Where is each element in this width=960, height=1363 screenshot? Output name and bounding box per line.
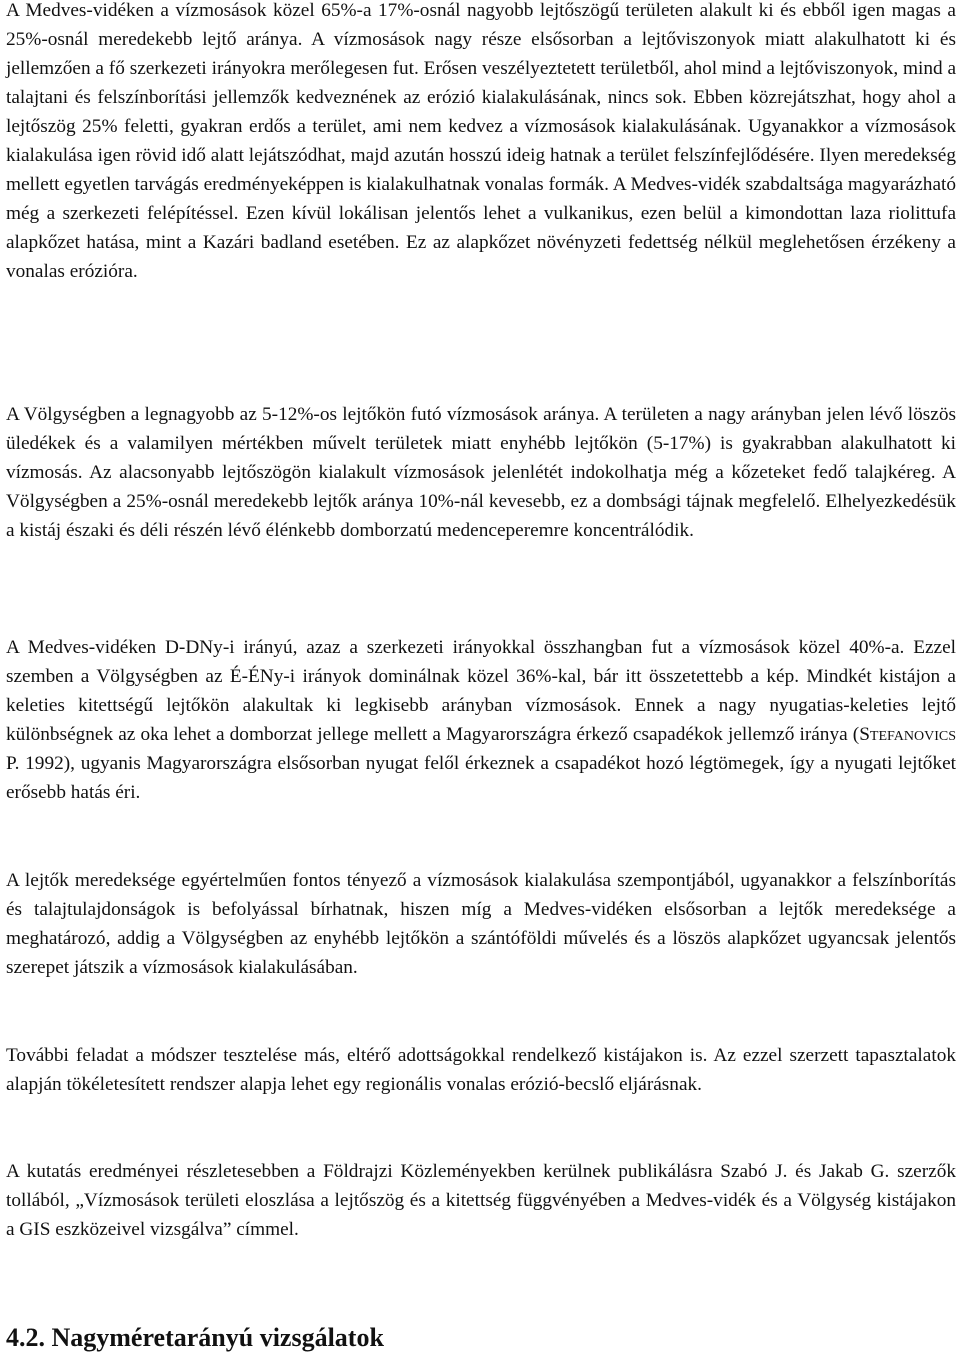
section-heading: 4.2. Nagyméretarányú vizsgálatok bbox=[6, 1323, 384, 1352]
citation-author: Stefanovics bbox=[859, 724, 956, 745]
paragraph-orientation-part2: P. 1992), ugyanis Magyarországra elsősorban nyugat felől érkeznek a csapadékot hozó légtömegek, így a nyugati lejtőket erősebb hatás éri. bbox=[6, 753, 956, 803]
paragraph-orientation bbox=[6, 633, 956, 807]
paragraph-medves-slope: A Medves-vidéken a vízmosások közel 65%-a 17%-osnál nagyobb lejtőszögű területen alakult ki és ebből igen magas a 25%-osnál meredekebb lejtő aránya. A vízmosások nagy része elsősorban a lejtőviszonyok miatt alakulhatott ki és jellemzően a fő szerkezeti irányokra merőlegesen fut. Erősen veszélyeztetett területből, ahol mind a lejtőviszonyok, mind a talajtani és felszínborítási jellemzők kedveznének az erózió kialakulásának, nincs sok. Ebben közrejátszhat, hogy ahol a lejtőszög 25% feletti, gyakran erdős a terület, ami nem kedvez a vízmosások kialakulásának. Ugyanakkor a vízmosások kialakulása igen rövid idő alatt lejátszódhat, majd azután hosszú ideig hatnak a terület felszínfejlődésére. Ilyen meredekség mellett egyetlen tarvágás eredményeképpen is kialakulhatnak vonalas formák. A Medves-vidék szabdaltsága magyarázható még a szerkezeti felépítéssel. Ezen kívül lokálisan jelentős lehet a vulkanikus, ezen belül a kimondottan laza riolittufa alapkőzet hatása, mint a Kazári badland esetében. Ez az alapkőzet növényzeti fedettség nélkül meglehetősen érzékeny a vonalas erózióra. bbox=[6, 0, 956, 282]
paragraph-orientation-part1: A Medves-vidéken D-DNy-i irányú, azaz a szerkezeti irányokkal összhangban fut a vízmosások közel 40%-a. Ezzel szemben a Völgységben az É-ÉNy-i irányok dominálnak közel 36%-kal, bár itt összetettebb a kép. Mindkét kistájon a keleties kitettségű lejtőkön alakultak ki legkisebb arányban vízmosások. Ennek a nagy nyugatias-keleties lejtő különbségnek az oka lehet a domborzat jellege mellett a Magyarországra érkező csapadékok jellemző iránya ( bbox=[6, 637, 956, 745]
paragraph-conclusion: A lejtők meredeksége egyértelműen fontos tényező a vízmosások kialakulása szempontjából, ugyanakkor a felszínborítás és talajtulajdonságok is befolyással bírhatnak, hiszen míg a Medves-vidéken elsősorban a lejtők meredeksége a meghatározó, addig a Völgységben az enyhébb lejtőkön a szántóföldi művelés és a löszös alapkőzet ugyancsak jelentős szerepet játszik a vízmosások kialakulásában. bbox=[6, 870, 956, 978]
paragraph-volgyseg-slope: A Völgységben a legnagyobb az 5-12%-os lejtőkön futó vízmosások aránya. A területen a nagy arányban jelen lévő löszös üledékek és a valamilyen mértékben művelt területek miatt enyhébb lejtőkön (5-17%) is gyakrabban alakulhatott ki vízmosás. Az alacsonyabb lejtőszögön kialakult vízmosások jelenlétét indokolhatja még a kőzeteket fedő talajkéreg. A Völgységben a 25%-osnál meredekebb lejtők aránya 10%-nál kevesebb, ez a dombsági tájnak megfelelő. Elhelyezkedésük a kistáj északi és déli részén lévő élénkebb domborzatú medenceperemre koncentrálódik. bbox=[6, 404, 956, 541]
paragraph-further-work: További feladat a módszer tesztelése más, eltérő adottságokkal rendelkező kistájakon is. Az ezzel szerzett tapasztalatok alapján tökéletesített rendszer alapja lehet egy regionális vonalas erózió-becslő eljárásnak. bbox=[6, 1045, 956, 1095]
paragraph-publication: A kutatás eredményei részletesebben a Földrajzi Közleményekben kerülnek publikálásra Szabó J. és Jakab G. szerzők tollából, „Vízmosások területi eloszlása a lejtőszög és a kitettség függvényében a Medves-vidék és a Völgység kistájakon a GIS eszközeivel vizsgálva” címmel. bbox=[6, 1161, 956, 1240]
